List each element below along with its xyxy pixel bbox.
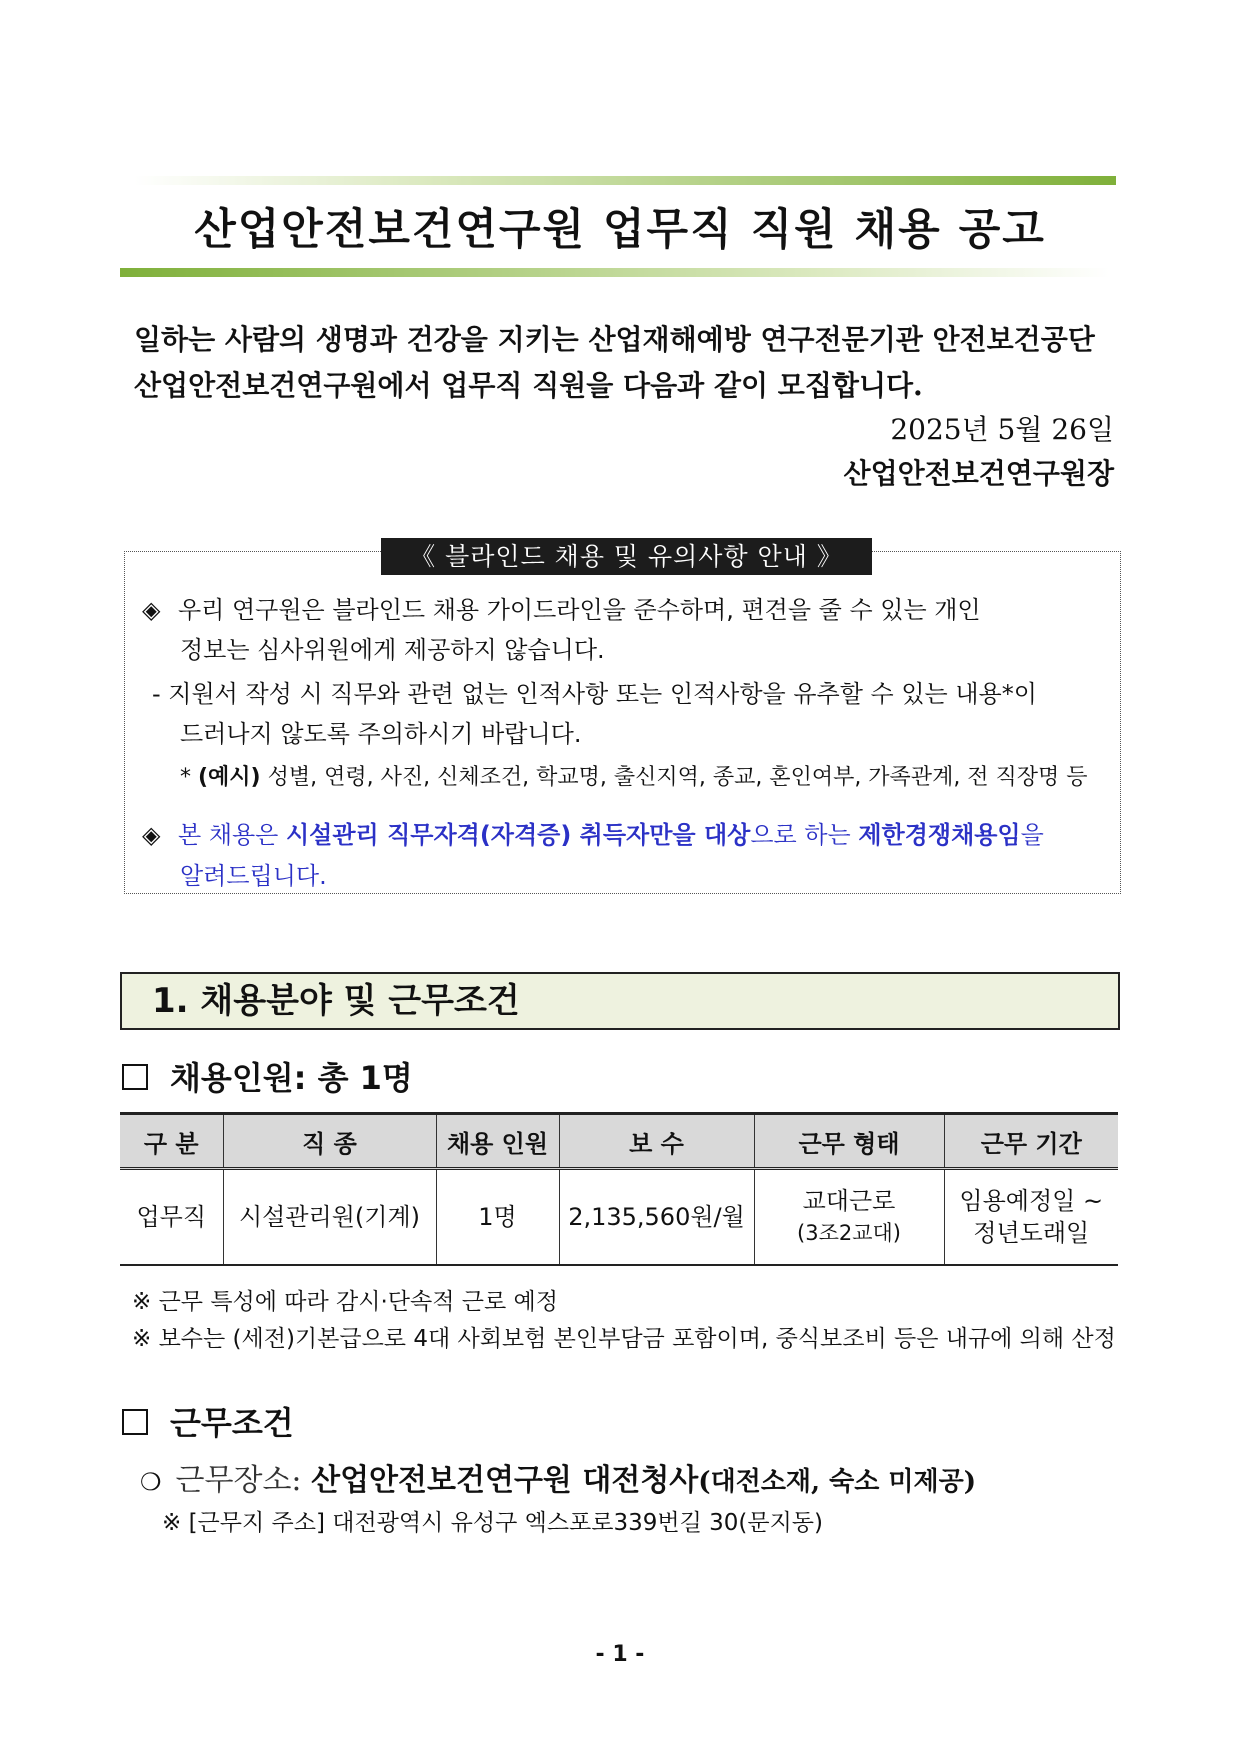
- notice-item-2-cont: 드러나지 않도록 주의하시기 바랍니다.: [180, 720, 582, 748]
- intro-line-1: 일하는 사람의 생명과 건강을 지키는 산업재해예방 연구전문기관 안전보건공단: [134, 323, 1095, 356]
- workplace-line: ❍ 근무장소: 산업안전보건연구원 대전청사(대전소재, 숙소 미제공): [140, 1463, 977, 1498]
- header-pay: 보 수: [559, 1114, 754, 1169]
- header-job: 직 종: [223, 1114, 436, 1169]
- diamond-bullet-icon: ◈: [142, 596, 161, 624]
- notice-item-1-cont: 정보는 심사위원에게 제공하지 않습니다.: [180, 636, 605, 664]
- issuer: 산업안전보건연구원장: [843, 457, 1114, 490]
- cell-period: 임용예정일 ~ 정년도래일: [944, 1169, 1118, 1266]
- cell-category: 업무직: [120, 1169, 223, 1266]
- table-row: [120, 1169, 1118, 1266]
- checkbox-square-icon: [122, 1064, 148, 1090]
- note-1: ※ 근무 특성에 따라 감시·단속적 근로 예정: [132, 1289, 558, 1315]
- circle-bullet-icon: ❍: [140, 1468, 162, 1496]
- notice-title: 《 블라인드 채용 및 유의사항 안내 》: [381, 538, 872, 575]
- notice-example: * (예시) 성별, 연령, 사진, 신체조건, 학교명, 출신지역, 종교, 혼인여부, 가족관계, 전 직장명 등: [180, 765, 1088, 790]
- recruitment-table: [120, 1112, 1118, 1266]
- page-number: - 1 -: [595, 1642, 645, 1667]
- diamond-bullet-icon: ◈: [142, 821, 161, 849]
- intro-line-2: 산업안전보건연구원에서 업무직 직원을 다음과 같이 모집합니다.: [134, 369, 923, 402]
- note-2: ※ 보수는 (세전)기본급으로 4대 사회보험 본인부담금 포함이며, 중식보조비 등은 내규에 의해 산정: [132, 1326, 1116, 1352]
- notice-item-2: - 지원서 작성 시 직무와 관련 없는 인적사항 또는 인적사항을 유추할 수 있는 내용*이: [152, 680, 1037, 708]
- notice-item-1: ◈ 우리 연구원은 블라인드 채용 가이드라인을 준수하며, 편견을 줄 수 있는 개인: [142, 596, 981, 624]
- header-period: 근무 기간: [944, 1114, 1118, 1169]
- checkbox-square-icon: [122, 1409, 148, 1435]
- section-header: 1. 채용분야 및 근무조건: [120, 972, 1120, 1030]
- title-bottom-bar: [120, 268, 1110, 277]
- header-work-type: 근무 형태: [754, 1114, 944, 1169]
- notice-item-3-cont: 알려드립니다.: [180, 862, 327, 890]
- header-category: 구 분: [120, 1114, 223, 1169]
- title-top-bar: [134, 176, 1116, 185]
- notice-item-3: ◈ 본 채용은 시설관리 직무자격(자격증) 취득자만을 대상으로 하는 제한경쟁채용임을: [142, 821, 1044, 849]
- recruit-heading: 채용인원: 총 1명: [120, 1053, 413, 1099]
- conditions-heading: 근무조건: [120, 1398, 294, 1444]
- header-count: 채용 인원: [436, 1114, 559, 1169]
- table-header-row: [120, 1114, 1118, 1169]
- cell-job: 시설관리원(기계): [223, 1169, 436, 1266]
- page-title: 산업안전보건연구원 업무직 직원 채용 공고: [194, 205, 1046, 255]
- cell-count: 1명: [436, 1169, 559, 1266]
- cell-work-type: 교대근로 (3조2교대): [754, 1169, 944, 1266]
- announcement-date: 2025년 5월 26일: [890, 413, 1114, 446]
- cell-pay: 2,135,560원/월: [559, 1169, 754, 1266]
- workplace-address: ※ [근무지 주소] 대전광역시 유성구 엑스포로339번길 30(문지동): [162, 1510, 823, 1536]
